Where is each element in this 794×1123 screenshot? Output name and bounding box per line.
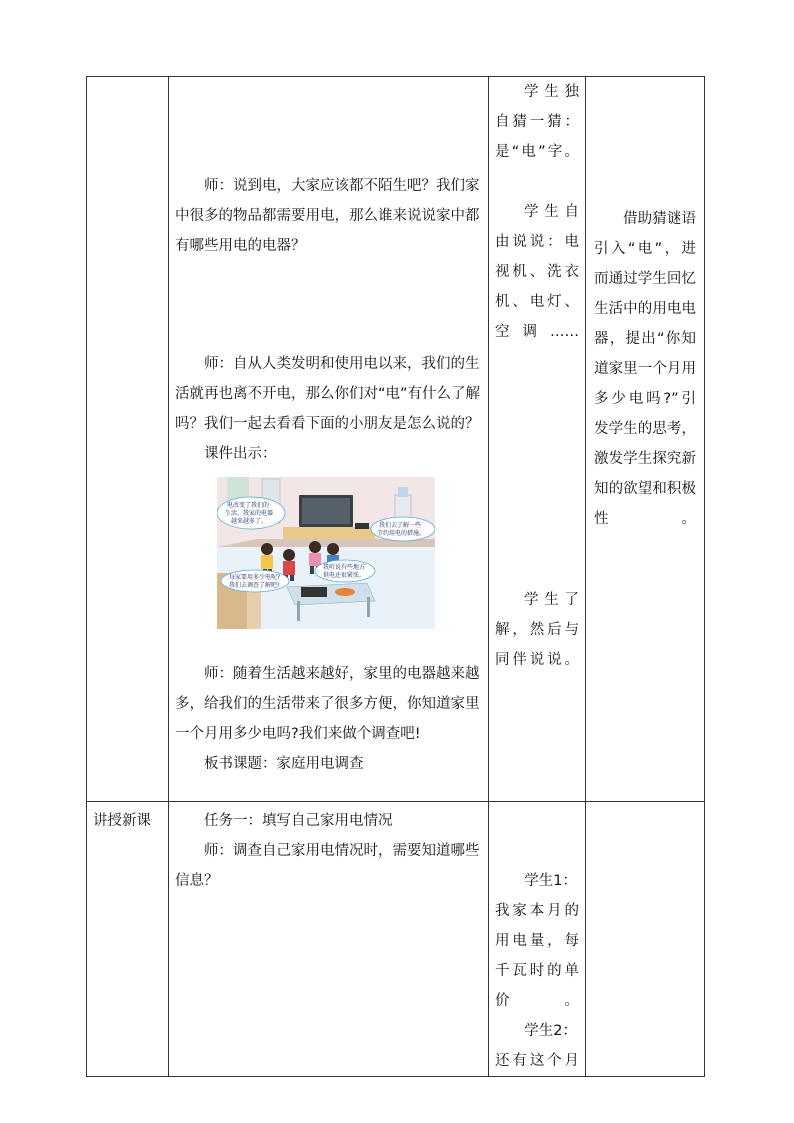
teacher-paragraph: 任务一：填写自己家用电情况 <box>204 813 393 829</box>
student-activity-cell <box>489 77 586 802</box>
student-activity-cell <box>489 802 586 1077</box>
student-paragraph: 学生独自猜一猜：是“电”字。 <box>495 84 579 160</box>
stage-label: 讲授新课 <box>93 813 151 829</box>
speech-bubble-text: 我们去调查了解吧! <box>229 582 280 589</box>
teacher-paragraph: 师：调查自己家用电情况时，需要知道哪些信息？ <box>175 843 480 889</box>
design-intent-paragraph: 借助猜谜语引入“电”，进而通过学生回忆生活中的用电电器，提出“你知道家里一个月用多少电吗?”引发学生的思考，激发学生探究新知的欲望和积极性。 <box>594 211 696 527</box>
student-paragraph: 我家本月的用电量，每千瓦时的单价。 <box>495 903 579 1009</box>
speech-bubble-text: 我听说有些地方 <box>323 564 366 571</box>
student-paragraph: 还有这个月 <box>495 1053 579 1069</box>
teacher-activity-cell <box>169 77 489 802</box>
speech-bubble-text: 电改变了我们的 <box>227 502 270 509</box>
speech-bubble-text: 越来越多了。 <box>231 518 268 525</box>
teacher-paragraph: 师：自从人类发明和使用电以来，我们的生活就再也离不开电，那么你们对“电”有什么了解吗？我们一起去看看下面的小朋友是怎么说的？ <box>175 356 481 432</box>
speech-bubble-text: 生活，我家的电器 <box>225 510 274 517</box>
classroom-scene-image <box>217 477 435 629</box>
teacher-paragraph: 师：随着生活越来越好，家里的电器越来越多，给我们的生活带来了很多方便，你知道家里一个月用多少电吗?我们来做个调查吧! <box>175 666 480 742</box>
speech-bubble-text: 供电还很紧张。 <box>323 572 366 579</box>
lesson-plan-table <box>86 76 705 1077</box>
student-paragraph: 学生了解，然后与同伴说说。 <box>495 592 579 668</box>
table-row <box>87 802 705 1077</box>
stage-cell <box>87 77 169 802</box>
teacher-activity-cell <box>169 802 489 1077</box>
student-paragraph: 学生2： <box>524 1023 577 1039</box>
student-paragraph: 学生自由说说：电视机、洗衣机、电灯、空调…… <box>495 204 579 340</box>
teacher-paragraph: 课件出示： <box>204 446 277 462</box>
courseware-illustration <box>217 477 435 629</box>
table-row <box>87 77 705 802</box>
design-intent-cell <box>586 77 705 802</box>
speech-bubble-text: 节约用电的措施。 <box>377 530 426 537</box>
stage-cell <box>87 802 169 1077</box>
teacher-paragraph: 板书课题：家庭用电调查 <box>204 756 364 772</box>
design-intent-cell <box>586 802 705 1077</box>
student-paragraph: 学生1： <box>524 873 577 889</box>
teacher-paragraph: 师：说到电，大家应该都不陌生吧？我们家中很多的物品都需要用电，那么谁来说说家中都有哪些用电的电器？ <box>175 178 480 254</box>
speech-bubble-text: 每家要用多少电呢? <box>229 574 281 581</box>
speech-bubble-text: 我们去了解一些 <box>379 522 422 529</box>
